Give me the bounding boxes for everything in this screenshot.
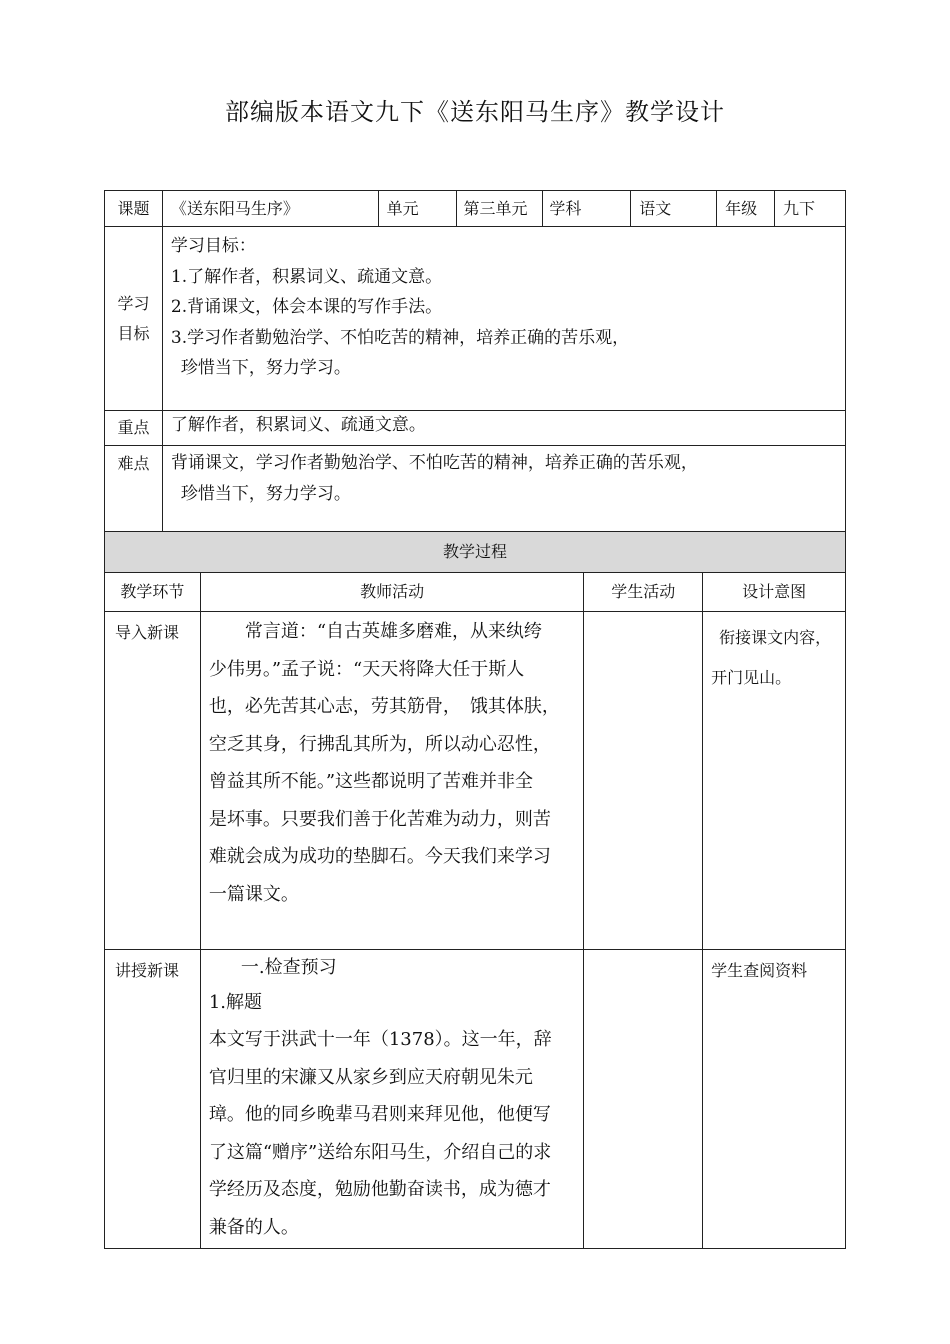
col-teacher: 教师活动 [200,573,583,612]
teaching-process-table [104,531,846,1249]
difficulty-content [162,446,845,537]
teacher-line: 一篇课文。 [208,883,299,905]
objectives-label-line2: 目标 [117,323,150,343]
teacher-line: 曾益其所不能。”这些都说明了苦难并非全 [208,771,534,792]
teacher-activity-intro [200,612,583,950]
difficulty-label: 难点 [105,446,163,537]
unit-value: 第三单元 [457,191,543,227]
teacher-line: 空乏其身，行拂乱其所为，所以动心忍性， [208,733,551,755]
difficulty-line-2: 珍惜当下，努力学习。 [180,484,351,504]
teacher-line: 学经历及态度，勉励他勤奋读书，成为德才 [208,1179,551,1200]
teacher-line: 是坏事。只要我们善于化苦难为动力，则苦 [208,808,551,830]
objectives-content [162,227,845,411]
difficulty-line-1: 背诵课文，学习作者勤勉治学、不怕吃苦的精神，培养正确的苦乐观， [170,453,698,473]
teacher-line: 本文写于洪武十一年（1378）。这一年，辞 [208,1029,552,1050]
stage-intro: 导入新课 [105,612,201,950]
student-activity-new-lesson [584,950,703,1249]
topic-label: 课题 [105,191,163,227]
grade-value: 九下 [775,191,846,227]
unit-label: 单元 [378,191,457,227]
intent-line: 学生查阅资料 [711,961,808,980]
col-intent: 设计意图 [703,573,846,612]
subject-value: 语文 [631,191,717,227]
teacher-line: 少伟男。”孟子说：“天天将降大任于斯人 [208,658,525,680]
objectives-heading: 学习目标： [170,236,256,256]
key-point-label: 重点 [105,411,163,446]
teacher-line: 难就会成为成功的垫脚石。今天我们来学习 [208,846,551,867]
teacher-line: 璋。他的同乡晚辈马君则来拜见他，他便写 [208,1104,551,1125]
grade-label: 年级 [717,191,775,227]
key-point-text: 了解作者，积累词义、疏通文意。 [162,411,845,446]
stage-new-lesson: 讲授新课 [105,950,201,1249]
teacher-line: 也，必先苦其心志，劳其筋骨， 饿其体肤， [208,696,560,717]
objective-item-3: 3.学习作者勤勉治学、不怕吃苦的精神，培养正确的苦乐观， [170,327,630,348]
teacher-line: 了这篇“赠序”送给东阳马生，介绍自己的求 [208,1141,552,1163]
col-stage: 教学环节 [105,573,201,612]
preview-heading: 一.检查预习 [240,957,337,978]
lesson-info-table [104,190,846,537]
preview-subheading: 1.解题 [208,992,263,1013]
intent-line: 衔接课文内容， [719,628,832,647]
objective-item-1: 1.了解作者，积累词义、疏通文意。 [170,266,443,287]
intent-line: 开门见山。 [711,668,792,687]
document-title: 部编版本语文九下《送东阳马生序》教学设计 [225,98,725,126]
student-activity-intro [584,612,703,950]
topic-value: 《送东阳马生序》 [162,191,378,227]
subject-label: 学科 [543,191,631,227]
process-header: 教学过程 [105,532,846,573]
intent-intro [703,612,846,950]
objective-item-2: 2.背诵课文，体会本课的写作手法。 [170,297,443,317]
intent-new-lesson [703,950,846,1249]
teacher-line: 常言道：“自古英雄多磨难，从来纨绔 [244,621,543,642]
teacher-line: 官归里的宋濂又从家乡到应天府朝见朱元 [208,1066,533,1088]
objectives-label [105,227,163,411]
objectives-label-line1: 学习 [117,293,150,313]
teacher-line: 兼备的人。 [208,1216,299,1238]
teacher-activity-new-lesson [200,950,583,1249]
objective-item-3-continued: 珍惜当下，努力学习。 [180,358,351,378]
col-student: 学生活动 [584,573,703,612]
